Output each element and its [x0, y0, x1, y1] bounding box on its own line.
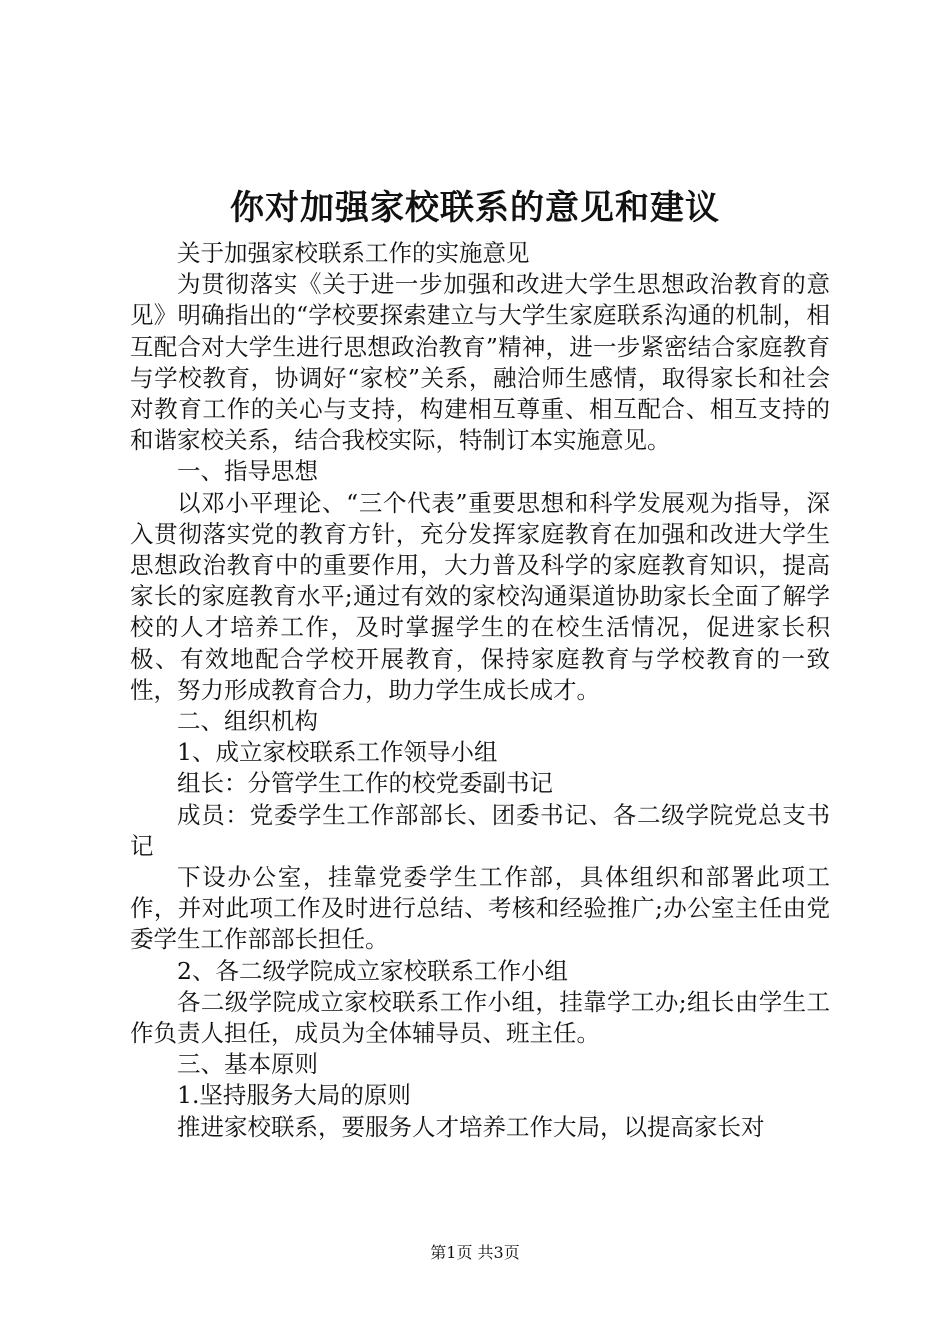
paragraph: 成员：党委学生工作部部长、团委书记、各二级学院党总支书记	[130, 800, 830, 860]
paragraph: 为贯彻落实《关于进一步加强和改进大学生思想政治教育的意见》明确指出的“学校要探索建立与大学生家庭联系沟通的机制，相互配合对大学生进行思想政治教育”精神，进一步紧密结合家庭教育与学校教育，协调好“家校”关系，融洽师生感情，取得家长和社会对教育工作的关心与支持，构建相互尊重、相互配合、相互支持的和谐家校关系，结合我校实际，特制订本实施意见。	[130, 270, 830, 455]
page-footer: 第1页 共3页	[430, 1243, 520, 1262]
section-heading: 关于加强家校联系工作的实施意见	[177, 239, 530, 267]
section-heading: 三、基本原则	[177, 1050, 318, 1079]
paragraph: 推进家校联系，要服务人才培养工作大局，以提高家长对	[177, 1112, 765, 1141]
paragraph: 各二级学院成立家校联系工作小组，挂靠学工办;组长由学生工作负责人担任，成员为全体辅导员、班主任。	[130, 987, 830, 1048]
paragraph: 下设办公室，挂靠党委学生工作部，具体组织和部署此项工作，并对此项工作及时进行总结、考核和经验推广;办公室主任由党委学生工作部部长担任。	[130, 863, 830, 954]
section-heading: 一、指导思想	[177, 457, 318, 486]
section-heading: 二、组织机构	[177, 707, 318, 736]
document-title: 你对加强家校联系的意见和建议	[230, 188, 720, 228]
subsection-heading: 2、各二级学院成立家校联系工作小组	[177, 956, 568, 985]
paragraph: 以邓小平理论、“三个代表”重要思想和科学发展观为指导，深入贯彻落实党的教育方针，充分发挥家庭教育在加强和改进大学生思想政治教育中的重要作用，大力普及科学的家庭教育知识，提高家长的家庭教育水平;通过有效的家校沟通渠道协助家长全面了解学校的人才培养工作，及时掌握学生的在校生活情况，促进家长积极、有效地配合学校开展教育，保持家庭教育与学校教育的一致性，努力形成教育合力，助力学生成长成才。	[130, 488, 830, 704]
subsection-heading: 1、成立家校联系工作领导小组	[177, 738, 498, 767]
paragraph: 组长：分管学生工作的校党委副书记	[177, 769, 553, 798]
subsection-heading: 1.坚持服务大局的原则	[177, 1081, 411, 1110]
document-body	[130, 238, 830, 1143]
